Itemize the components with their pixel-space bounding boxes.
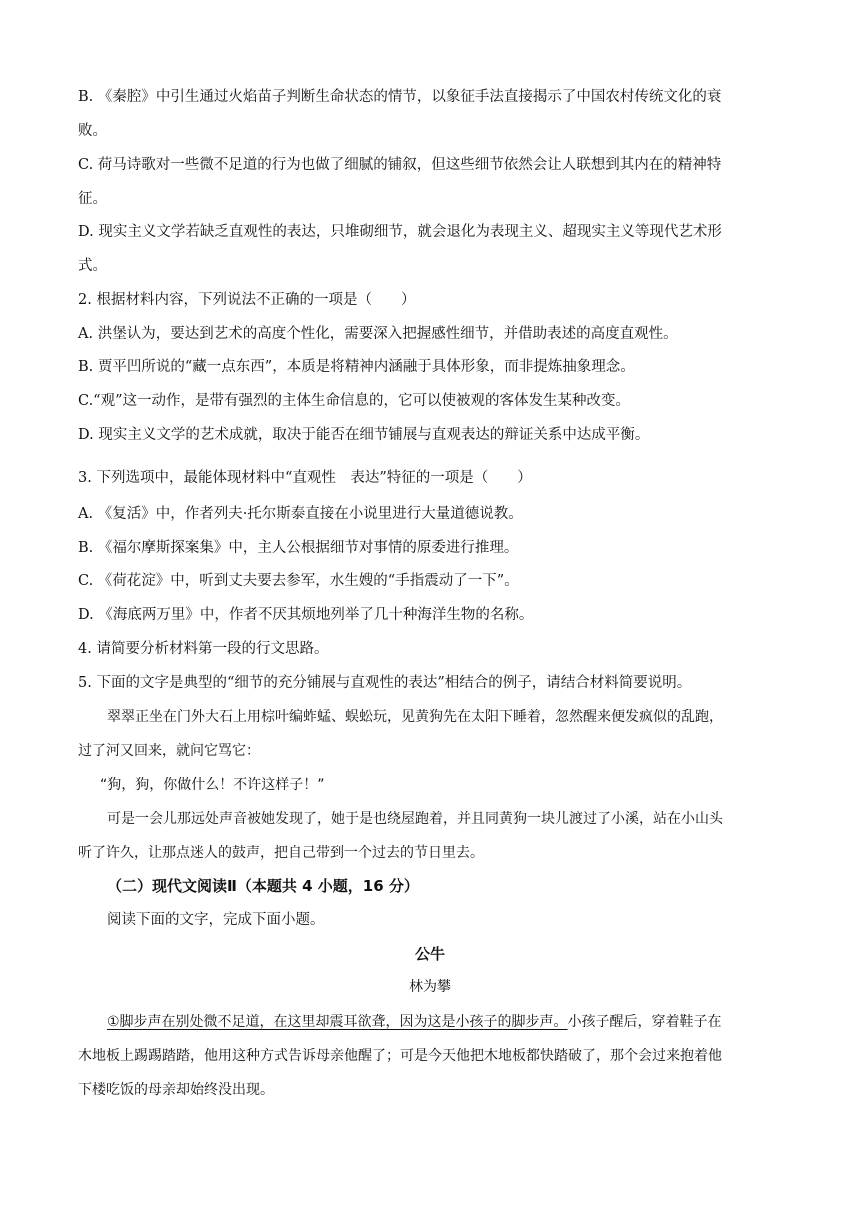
q5-excerpt-line5: 听了许久，让那点迷人的鼓声，把自己带到一个过去的节日里去。 bbox=[78, 845, 484, 861]
q5-excerpt-line2: 过了河又回来，就问它骂它： bbox=[78, 743, 260, 759]
section-heading: （二）现代文阅读Ⅱ（本题共 4 小题，16 分） bbox=[107, 877, 419, 895]
q2-option-b: B. 贾平凹所说的“藏一点东西”，本质是将精神内涵融于具体形象，而非提炼抽象理念。 bbox=[78, 359, 635, 375]
passage-paragraph-1-line1 bbox=[107, 1012, 722, 1032]
passage-title: 公牛 bbox=[414, 945, 445, 963]
q1-option-c-line1: C. 荷马诗歌对一些微不足道的行为也做了细腻的铺叙，但这些细节依然会让人联想到其内在的精神特 bbox=[78, 157, 722, 173]
passage-paragraph-1-line3: 下楼吃饭的母亲却始终没出现。 bbox=[78, 1082, 274, 1098]
q2-option-c: C.“观”这一动作，是带有强烈的主体生命信息的，它可以使被观的客体发生某种改变。 bbox=[78, 393, 631, 409]
q1-option-c-line2: 征。 bbox=[78, 191, 107, 207]
q5-excerpt-line1: 翠翠正坐在门外大石上用棕叶编蚱蜢、蜈蚣玩，见黄狗先在太阳下睡着，忽然醒来便发疯似的乱跑， bbox=[107, 709, 723, 725]
q5-excerpt-line3: “狗，狗，你做什么！不许这样子！” bbox=[100, 777, 325, 793]
q3-option-c: C. 《荷花淀》中，听到丈夫要去参军，水生嫂的“手指震动了一下”。 bbox=[78, 573, 519, 589]
q1-option-b-line2: 败。 bbox=[78, 123, 107, 139]
q1-option-d-line2: 式。 bbox=[78, 258, 107, 274]
section-instruction: 阅读下面的文字，完成下面小题。 bbox=[107, 912, 325, 928]
q5-stem: 5. 下面的文字是典型的“细节的充分铺展与直观性的表达”相结合的例子，请结合材料简要说明。 bbox=[78, 675, 692, 691]
q1-option-b-line1: B. 《秦腔》中引生通过火焰苗子判断生命状态的情节，以象征手法直接揭示了中国农村传统文化的衰 bbox=[78, 89, 722, 105]
underlined-sentence: ①脚步声在别处微不足道，在这里却震耳欲聋，因为这是小孩子的脚步声。 bbox=[107, 1014, 568, 1030]
q5-excerpt-line4: 可是一会儿那远处声音被她发现了，她于是也绕屋跑着，并且同黄狗一块儿渡过了小溪，站在小山头 bbox=[107, 811, 723, 827]
q3-option-a: A. 《复活》中，作者列夫·托尔斯泰直接在小说里进行大量道德说教。 bbox=[78, 506, 523, 522]
q3-stem: 3. 下列选项中，最能体现材料中“直观性 表达”特征的一项是（ ） bbox=[78, 470, 532, 486]
q3-option-b: B. 《福尔摩斯探案集》中，主人公根据细节对事情的原委进行推理。 bbox=[78, 540, 519, 556]
q4-stem: 4. 请简要分析材料第一段的行文思路。 bbox=[78, 641, 329, 657]
q2-option-d: D. 现实主义文学的艺术成就，取决于能否在细节铺展与直观表达的辩证关系中达成平衡。 bbox=[78, 427, 650, 443]
passage-author: 林为攀 bbox=[409, 979, 451, 995]
paragraph-text: 小孩子醒后，穿着鞋子在 bbox=[567, 1014, 722, 1030]
q3-option-d: D. 《海底两万里》中，作者不厌其烦地列举了几十种海洋生物的名称。 bbox=[78, 607, 534, 623]
q2-stem: 2. 根据材料内容，下列说法不正确的一项是（ ） bbox=[78, 292, 416, 308]
passage-paragraph-1-line2: 木地板上踢踢踏踏，他用这种方式告诉母亲他醒了；可是今天他把木地板都快踏破了，那个会过来抱着他 bbox=[78, 1048, 722, 1064]
q1-option-d-line1: D. 现实主义文学若缺乏直观性的表达，只堆砌细节，就会退化为表现主义、超现实主义等现代艺术形 bbox=[78, 224, 722, 240]
q2-option-a: A. 洪堡认为，要达到艺术的高度个性化，需要深入把握感性细节，并借助表述的高度直观性。 bbox=[78, 326, 678, 342]
